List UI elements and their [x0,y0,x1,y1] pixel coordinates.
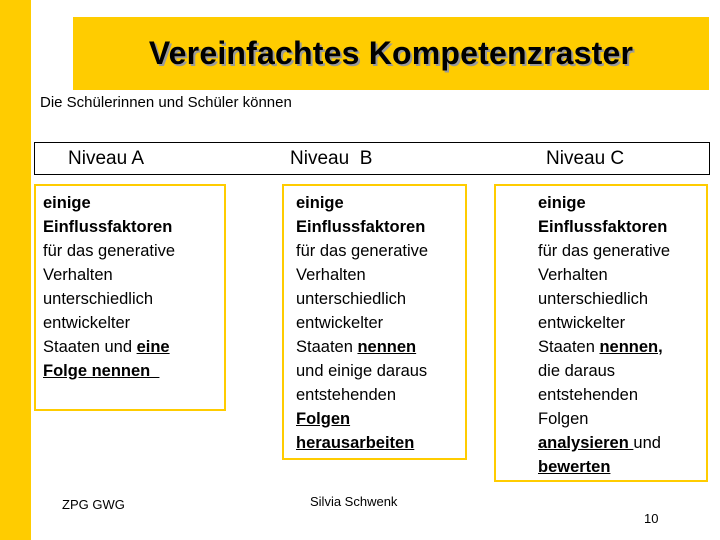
text-segment: Staaten und [43,338,137,356]
footer-organization: ZPG GWG [62,497,125,512]
level-a-heading: Niveau A [68,148,145,169]
page-number: 10 [644,511,659,526]
text-line: Einflussfaktoren [296,218,426,236]
emphasis-text: Folgen [296,410,351,428]
left-accent-bar [0,0,31,540]
text-line: entstehenden [296,386,397,404]
slide-subtitle: Die Schülerinnen und Schüler können [40,94,292,111]
text-segment: Staaten [296,338,358,356]
text-line: Einflussfaktoren [43,218,173,236]
text-line: einige [296,194,344,212]
text-line: entwickelter [538,314,626,332]
footer-author: Silvia Schwenk [310,494,398,509]
level-c-heading: Niveau C [546,148,625,169]
text-line: Verhalten [43,266,113,284]
text-line: entwickelter [43,314,131,332]
text-line: Verhalten [296,266,366,284]
level-b-heading: Niveau B [290,148,373,169]
text-line: einige [538,194,586,212]
emphasis-text: Folge nennen [43,362,160,380]
level-a-description [43,191,223,383]
text-line: für das generative [296,242,429,260]
text-line: die daraus [538,362,616,380]
text-line: unterschiedlich [538,290,649,308]
text-line [538,431,708,455]
text-line: unterschiedlich [296,290,407,308]
emphasis-text: bewerten [538,458,611,476]
text-line: entstehenden [538,386,639,404]
text-line: Folgen [538,410,589,428]
text-line: einige [43,194,91,212]
title-banner [73,17,709,90]
text-line [296,335,466,359]
emphasis-text: nennen, [599,338,663,356]
level-b-description [296,191,466,455]
text-line [43,335,223,359]
text-line: entwickelter [296,314,384,332]
text-line: unterschiedlich [43,290,154,308]
slide-title: Vereinfachtes Kompetenzraster [148,35,634,71]
text-line: für das generative [538,242,671,260]
emphasis-text: analysieren [538,434,634,452]
emphasis-text: eine [136,338,170,356]
text-line: und einige daraus [296,362,428,380]
text-line [538,335,708,359]
emphasis-text: herausarbeiten [296,434,415,452]
text-line: für das generative [43,242,176,260]
emphasis-text: nennen [357,338,417,356]
text-line: Verhalten [538,266,608,284]
text-segment: und [633,434,661,452]
level-c-description [538,191,708,479]
text-line: Einflussfaktoren [538,218,668,236]
text-segment: Staaten [538,338,600,356]
